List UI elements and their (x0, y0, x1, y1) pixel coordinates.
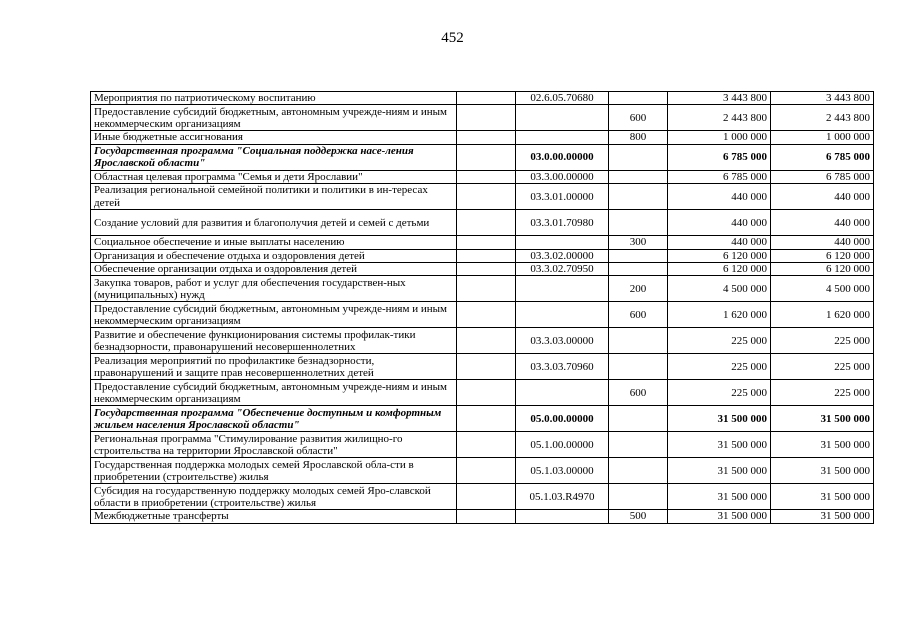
row-name-cell: Реализация региональной семейной политики и политики в ин-тересах детей (91, 184, 457, 210)
row-type-cell: 300 (609, 236, 668, 249)
row-empty-cell (457, 92, 516, 105)
row-name-cell: Мероприятия по патриотическому воспитанию (91, 92, 457, 105)
row-empty-cell (457, 484, 516, 510)
row-sum-2-cell: 31 500 000 (771, 510, 874, 523)
row-type-cell (609, 263, 668, 276)
row-code-cell (516, 131, 609, 144)
row-name-cell: Межбюджетные трансферты (91, 510, 457, 523)
table-row (91, 406, 874, 432)
row-code-cell: 02.6.05.70680 (516, 92, 609, 105)
row-sum-1-cell: 6 785 000 (668, 144, 771, 170)
row-type-cell (609, 328, 668, 354)
row-sum-1-cell: 31 500 000 (668, 432, 771, 458)
row-sum-2-cell: 6 120 000 (771, 249, 874, 262)
row-sum-1-cell: 440 000 (668, 236, 771, 249)
row-empty-cell (457, 249, 516, 262)
row-code-cell: 03.3.01.70980 (516, 210, 609, 236)
table-row (91, 432, 874, 458)
table-row (91, 236, 874, 249)
table-row (91, 131, 874, 144)
row-type-cell (609, 484, 668, 510)
row-sum-2-cell: 31 500 000 (771, 432, 874, 458)
row-sum-2-cell: 4 500 000 (771, 276, 874, 302)
table-row (91, 510, 874, 523)
row-code-cell: 03.3.02.00000 (516, 249, 609, 262)
budget-table (90, 91, 874, 524)
row-code-cell: 03.3.01.00000 (516, 184, 609, 210)
row-code-cell (516, 510, 609, 523)
row-type-cell (609, 458, 668, 484)
row-sum-1-cell: 6 120 000 (668, 249, 771, 262)
row-type-cell (609, 354, 668, 380)
row-sum-1-cell: 31 500 000 (668, 406, 771, 432)
table-row (91, 458, 874, 484)
row-sum-1-cell: 31 500 000 (668, 484, 771, 510)
row-type-cell: 600 (609, 302, 668, 328)
row-empty-cell (457, 354, 516, 380)
row-code-cell: 03.3.00.00000 (516, 170, 609, 183)
row-sum-1-cell: 1 620 000 (668, 302, 771, 328)
row-sum-2-cell: 2 443 800 (771, 105, 874, 131)
row-name-cell: Региональная программа "Стимулирование развития жилищно-го строительства на территории Ярославской области" (91, 432, 457, 458)
row-sum-1-cell: 225 000 (668, 354, 771, 380)
row-code-cell (516, 380, 609, 406)
row-sum-2-cell: 31 500 000 (771, 458, 874, 484)
row-name-cell: Развитие и обеспечение функционирования системы профилак-тики безнадзорности, правонарушений несовершеннолетних (91, 328, 457, 354)
row-name-cell: Предоставление субсидий бюджетным, автономным учрежде-ниям и иным некоммерческим организациям (91, 302, 457, 328)
row-code-cell: 05.1.03.00000 (516, 458, 609, 484)
row-empty-cell (457, 406, 516, 432)
row-empty-cell (457, 380, 516, 406)
budget-table-body (91, 92, 874, 524)
row-empty-cell (457, 144, 516, 170)
row-sum-1-cell: 6 785 000 (668, 170, 771, 183)
row-name-cell: Создание условий для развития и благополучия детей и семей с детьми (91, 210, 457, 236)
row-type-cell: 600 (609, 105, 668, 131)
row-code-cell: 05.0.00.00000 (516, 406, 609, 432)
row-sum-1-cell: 1 000 000 (668, 131, 771, 144)
row-name-cell: Государственная поддержка молодых семей Ярославской обла-сти в приобретении (строительстве) жилья (91, 458, 457, 484)
row-name-cell: Предоставление субсидий бюджетным, автономным учрежде-ниям и иным некоммерческим организациям (91, 105, 457, 131)
row-name-cell: Иные бюджетные ассигнования (91, 131, 457, 144)
row-sum-1-cell: 4 500 000 (668, 276, 771, 302)
row-type-cell (609, 210, 668, 236)
table-row (91, 170, 874, 183)
row-sum-1-cell: 440 000 (668, 210, 771, 236)
page-number: 452 (441, 30, 464, 46)
row-name-cell: Предоставление субсидий бюджетным, автономным учрежде-ниям и иным некоммерческим организациям (91, 380, 457, 406)
table-row (91, 484, 874, 510)
row-type-cell: 500 (609, 510, 668, 523)
row-sum-1-cell: 2 443 800 (668, 105, 771, 131)
row-type-cell (609, 170, 668, 183)
row-sum-1-cell: 31 500 000 (668, 510, 771, 523)
row-empty-cell (457, 105, 516, 131)
row-name-cell: Организация и обеспечение отдыха и оздоровления детей (91, 249, 457, 262)
row-type-cell: 200 (609, 276, 668, 302)
row-type-cell (609, 249, 668, 262)
table-row (91, 144, 874, 170)
row-name-cell: Закупка товаров, работ и услуг для обеспечения государствен-ных (муниципальных) нужд (91, 276, 457, 302)
row-type-cell (609, 144, 668, 170)
row-type-cell (609, 432, 668, 458)
row-sum-1-cell: 225 000 (668, 380, 771, 406)
table-row (91, 92, 874, 105)
row-sum-1-cell: 6 120 000 (668, 263, 771, 276)
row-name-cell: Государственная программа "Обеспечение доступным и комфортным жильем населения Ярославской области" (91, 406, 457, 432)
row-empty-cell (457, 302, 516, 328)
table-row (91, 249, 874, 262)
row-empty-cell (457, 263, 516, 276)
row-code-cell: 05.1.03.R4970 (516, 484, 609, 510)
row-name-cell: Субсидия на государственную поддержку молодых семей Яро-славской области в приобретении (строительстве) жилья (91, 484, 457, 510)
row-sum-1-cell: 31 500 000 (668, 458, 771, 484)
row-sum-2-cell: 225 000 (771, 380, 874, 406)
table-row (91, 105, 874, 131)
row-name-cell: Областная целевая программа "Семья и дети Ярославии" (91, 170, 457, 183)
row-sum-2-cell: 31 500 000 (771, 406, 874, 432)
row-sum-1-cell: 225 000 (668, 328, 771, 354)
row-empty-cell (457, 131, 516, 144)
table-row (91, 263, 874, 276)
row-sum-2-cell: 1 620 000 (771, 302, 874, 328)
row-sum-1-cell: 3 443 800 (668, 92, 771, 105)
row-empty-cell (457, 458, 516, 484)
row-sum-1-cell: 440 000 (668, 184, 771, 210)
row-sum-2-cell: 440 000 (771, 184, 874, 210)
row-sum-2-cell: 6 785 000 (771, 170, 874, 183)
row-empty-cell (457, 510, 516, 523)
row-code-cell (516, 302, 609, 328)
row-sum-2-cell: 225 000 (771, 354, 874, 380)
row-code-cell (516, 105, 609, 131)
row-code-cell: 03.3.03.00000 (516, 328, 609, 354)
row-empty-cell (457, 184, 516, 210)
row-type-cell (609, 406, 668, 432)
table-row (91, 380, 874, 406)
row-type-cell (609, 92, 668, 105)
row-empty-cell (457, 210, 516, 236)
row-sum-2-cell: 6 785 000 (771, 144, 874, 170)
row-empty-cell (457, 328, 516, 354)
row-code-cell: 03.3.03.70960 (516, 354, 609, 380)
row-sum-2-cell: 3 443 800 (771, 92, 874, 105)
table-row (91, 302, 874, 328)
row-name-cell: Обеспечение организации отдыха и оздоровления детей (91, 263, 457, 276)
row-empty-cell (457, 432, 516, 458)
row-code-cell: 03.0.00.00000 (516, 144, 609, 170)
row-sum-2-cell: 31 500 000 (771, 484, 874, 510)
row-empty-cell (457, 276, 516, 302)
row-type-cell: 600 (609, 380, 668, 406)
row-sum-2-cell: 1 000 000 (771, 131, 874, 144)
row-type-cell: 800 (609, 131, 668, 144)
table-row (91, 210, 874, 236)
row-code-cell: 05.1.00.00000 (516, 432, 609, 458)
row-empty-cell (457, 236, 516, 249)
row-name-cell: Реализация мероприятий по профилактике безнадзорности, правонарушений и защите прав несовершеннолетних детей (91, 354, 457, 380)
row-sum-2-cell: 440 000 (771, 236, 874, 249)
row-name-cell: Государственная программа "Социальная поддержка насе-ления Ярославской области" (91, 144, 457, 170)
row-sum-2-cell: 6 120 000 (771, 263, 874, 276)
row-code-cell (516, 236, 609, 249)
row-name-cell: Социальное обеспечение и иные выплаты населению (91, 236, 457, 249)
row-type-cell (609, 184, 668, 210)
table-row (91, 328, 874, 354)
table-row (91, 184, 874, 210)
row-sum-2-cell: 225 000 (771, 328, 874, 354)
row-code-cell: 03.3.02.70950 (516, 263, 609, 276)
row-code-cell (516, 276, 609, 302)
table-row (91, 276, 874, 302)
row-sum-2-cell: 440 000 (771, 210, 874, 236)
table-row (91, 354, 874, 380)
row-empty-cell (457, 170, 516, 183)
